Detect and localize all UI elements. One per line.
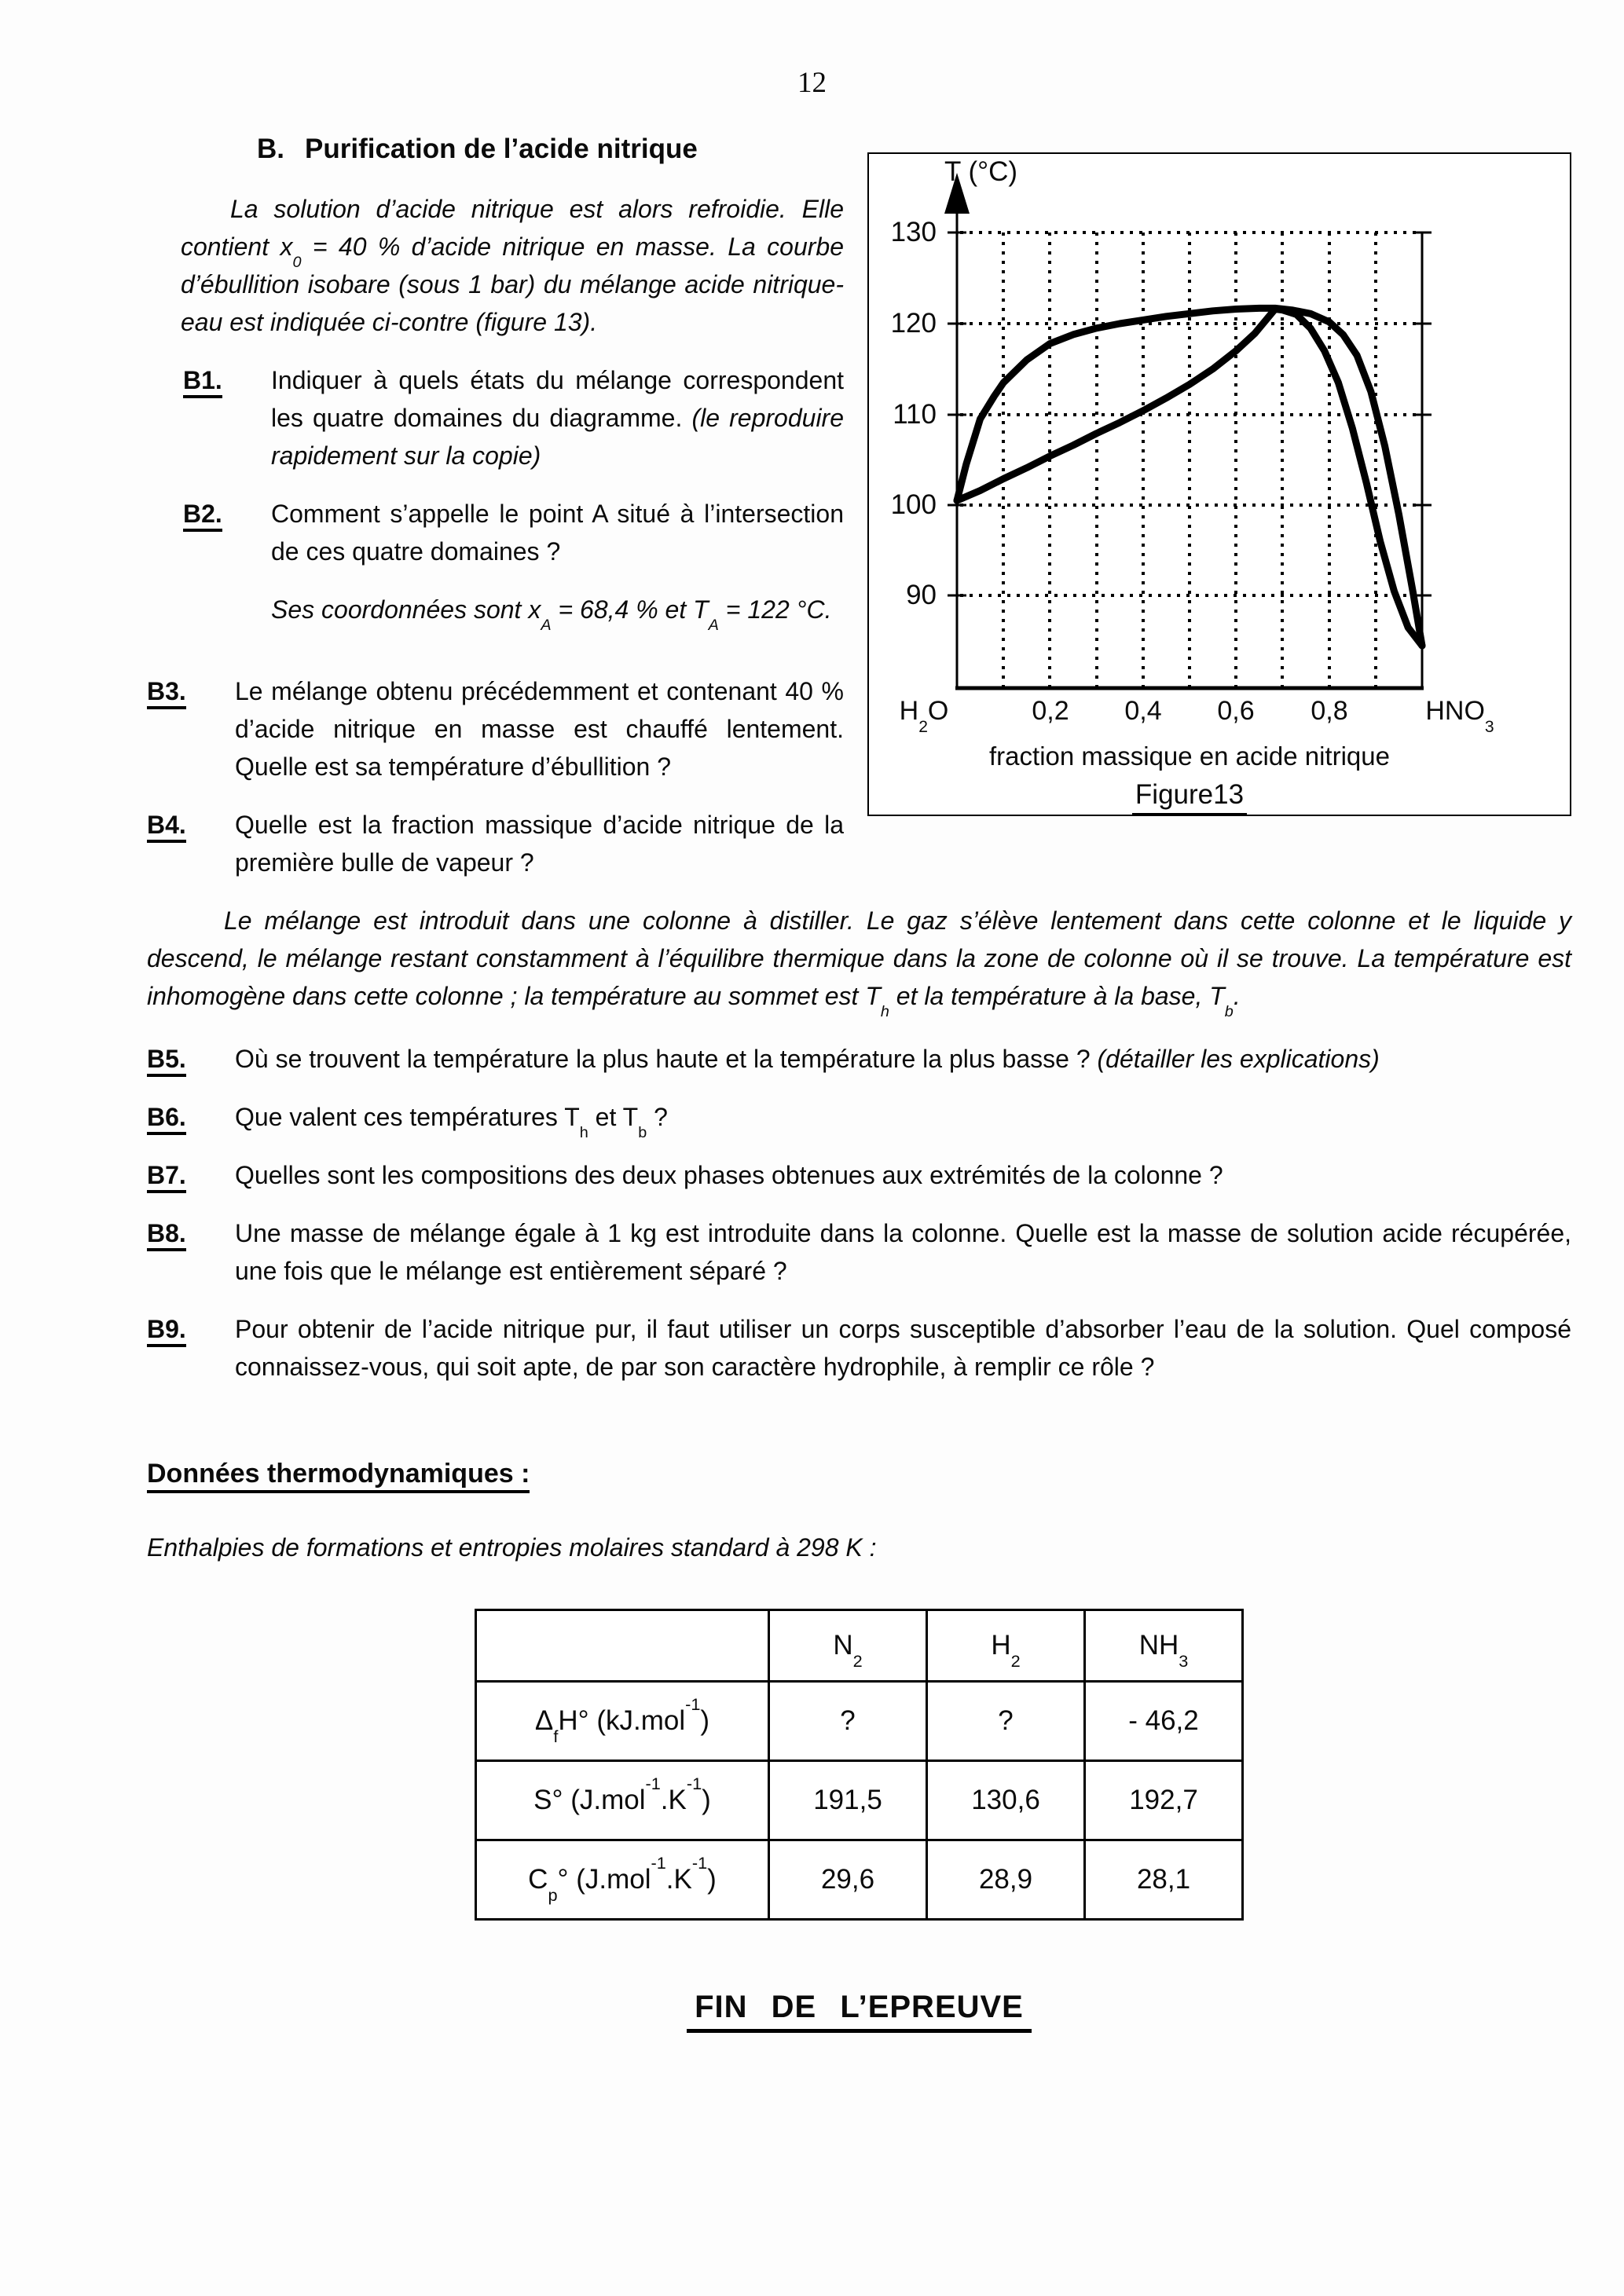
thermo-table xyxy=(475,1609,1244,1921)
y-tick-130: 130 xyxy=(890,217,937,247)
question-label-b1: B1. xyxy=(183,361,271,399)
header-h2: $H_2$ xyxy=(927,1610,1085,1682)
y-axis xyxy=(944,173,970,688)
y-tick-120: 120 xyxy=(890,308,937,339)
entropy-nh3: 192,7 xyxy=(1085,1761,1243,1840)
table-row-enthalpy xyxy=(476,1682,1243,1761)
y-axis-title: T (°C) xyxy=(944,156,1018,187)
section-title: Purification de l’acide nitrique xyxy=(305,134,698,164)
question-label-b4: B4. xyxy=(147,806,235,844)
x-tick-0-4: 0,4 xyxy=(1124,696,1162,726)
table-header-row xyxy=(476,1610,1243,1682)
distillation-paragraph: Le mélange est introduit dans une colonne à distiller. Le gaz s’élève lentement dans cette colonne et le liquide y descend, le mélange restant constamment à l’équilibre thermique dans la zone de colonne où il se trouve. La température est inhomogène dans cette colonne ; la température au sommet est $T_h$ et la température à la base, $T_b$. xyxy=(147,906,1571,1021)
y-tick-90: 90 xyxy=(906,580,937,610)
question-label-b8: B8. xyxy=(147,1214,235,1252)
thermo-data-heading: Données thermodynamiques : xyxy=(147,1455,1571,1492)
question-note-b5: (détailler les explications) xyxy=(1097,1045,1380,1073)
page-number: 12 xyxy=(797,67,827,99)
question-text-b8: Une masse de mélange égale à 1 kg est introduite dans la colonne. Quelle est la masse de solution acide récupérée, une fois que le mélange est entièrement séparé ? xyxy=(235,1219,1571,1285)
enthalpy-h2: ? xyxy=(927,1682,1085,1761)
question-label-b5: B5. xyxy=(147,1040,235,1078)
header-nh3: $NH_3$ xyxy=(1085,1610,1243,1682)
question-text-b2: Comment s’appelle le point A situé à l’intersection de ces quatre domaines ? xyxy=(271,500,844,566)
v-gridlines xyxy=(1003,233,1376,687)
question-label-b9: B9. xyxy=(147,1310,235,1348)
question-label-b7: B7. xyxy=(147,1156,235,1194)
question-text-b7: Quelles sont les compositions des deux phases obtenues aux extrémités de la colonne ? xyxy=(235,1161,1223,1189)
x-tick-0-8: 0,8 xyxy=(1311,696,1348,726)
question-item-b9 xyxy=(147,1310,1571,1386)
question-item-b8 xyxy=(147,1214,1571,1290)
enthalpy-nh3: - 46,2 xyxy=(1085,1682,1243,1761)
heat-capacity-nh3: 28,1 xyxy=(1085,1840,1243,1920)
header-n2: $N_2$ xyxy=(769,1610,927,1682)
entropy-h2: 130,6 xyxy=(927,1761,1085,1840)
section-label: B. xyxy=(257,134,284,164)
intro-paragraph: La solution d’acide nitrique est alors refroidie. Elle contient $x_0 = 40$ % d’acide nitrique en masse. La courbe d’ébullition isobare (sous 1 bar) du mélange acide nitrique-eau est indiquée ci-contre (figure 13). xyxy=(181,195,845,336)
thermo-data-subtitle: Enthalpies de formations et entropies molaires standard à 298 K : xyxy=(147,1533,877,1562)
point-a-coordinates: Ses coordonnées sont $x_A = 68,4$ % et $T_A = 122$ °C. xyxy=(271,595,832,635)
question-label-b6: B6. xyxy=(147,1098,235,1136)
entropy-n2: 191,5 xyxy=(769,1761,927,1840)
table-row-entropy xyxy=(476,1761,1243,1840)
row-label-entropy: S° $(J.mol^{-1}.K^{-1})$ xyxy=(476,1761,769,1840)
row-label-enthalpy: $\Delta_fH^\circ$ (kJ.mol$^{-1}$) xyxy=(476,1682,769,1761)
x-tick-0-2: 0,2 xyxy=(1032,696,1069,726)
table-row-heat-capacity xyxy=(476,1840,1243,1920)
question-item-b5 xyxy=(147,1040,1571,1078)
question-text-b3: Le mélange obtenu précédemment et contenant 40 % d’acide nitrique en masse est chauffé lentement. Quelle est sa température d’ébullition ? xyxy=(235,677,844,781)
question-label-b3: B3. xyxy=(147,672,235,710)
question-note-b1: (le reproduire rapidement sur la copie) xyxy=(271,404,845,470)
question-label-b2: B2. xyxy=(183,495,271,533)
question-item-b6 xyxy=(147,1098,1571,1142)
end-of-exam-banner: FIN DE L’EPREUVE xyxy=(147,1988,1571,2026)
question-text-b9: Pour obtenir de l’acide nitrique pur, il faut utiliser un corps susceptible d’absorber l’eau de la solution. Quel composé connaissez-vous, qui soit apte, de par son caractère hydrophile, à remplir ce rôle ? xyxy=(235,1315,1571,1381)
x-tick-h2o: $H_2O$ xyxy=(899,696,949,736)
question-text-b6: Que valent ces températures $T_h$ et $T_b$ ? xyxy=(235,1103,668,1142)
x-tick-0-6: 0,6 xyxy=(1217,696,1255,726)
heat-capacity-h2: 28,9 xyxy=(927,1840,1085,1920)
figure13-box xyxy=(867,152,1571,816)
figure-caption: Figure13 xyxy=(957,780,1422,810)
question-item-b7 xyxy=(147,1156,1571,1194)
heat-capacity-n2: 29,6 xyxy=(769,1840,927,1920)
y-tick-110: 110 xyxy=(893,399,937,430)
x-axis-title: fraction massique en acide nitrique xyxy=(989,742,1390,771)
question-text-b4: Quelle est la fraction massique d’acide nitrique de la première bulle de vapeur ? xyxy=(235,811,844,877)
row-label-heat-capacity: $C_p^\circ$ $(J.mol^{-1}.K^{-1})$ xyxy=(476,1840,769,1920)
y-tick-100: 100 xyxy=(890,489,937,520)
enthalpy-n2: ? xyxy=(769,1682,927,1761)
x-tick-hno3: $HNO_3$ xyxy=(1425,696,1494,736)
question-text-b5: Où se trouvent la température la plus haute et la température la plus basse ? xyxy=(235,1045,1098,1073)
question-text-b1: Indiquer à quels états du mélange correspondent les quatre domaines du diagramme. xyxy=(271,366,844,432)
header-empty-cell xyxy=(476,1610,769,1682)
page-content xyxy=(0,99,1624,2026)
question-item-b4 xyxy=(147,806,1571,881)
